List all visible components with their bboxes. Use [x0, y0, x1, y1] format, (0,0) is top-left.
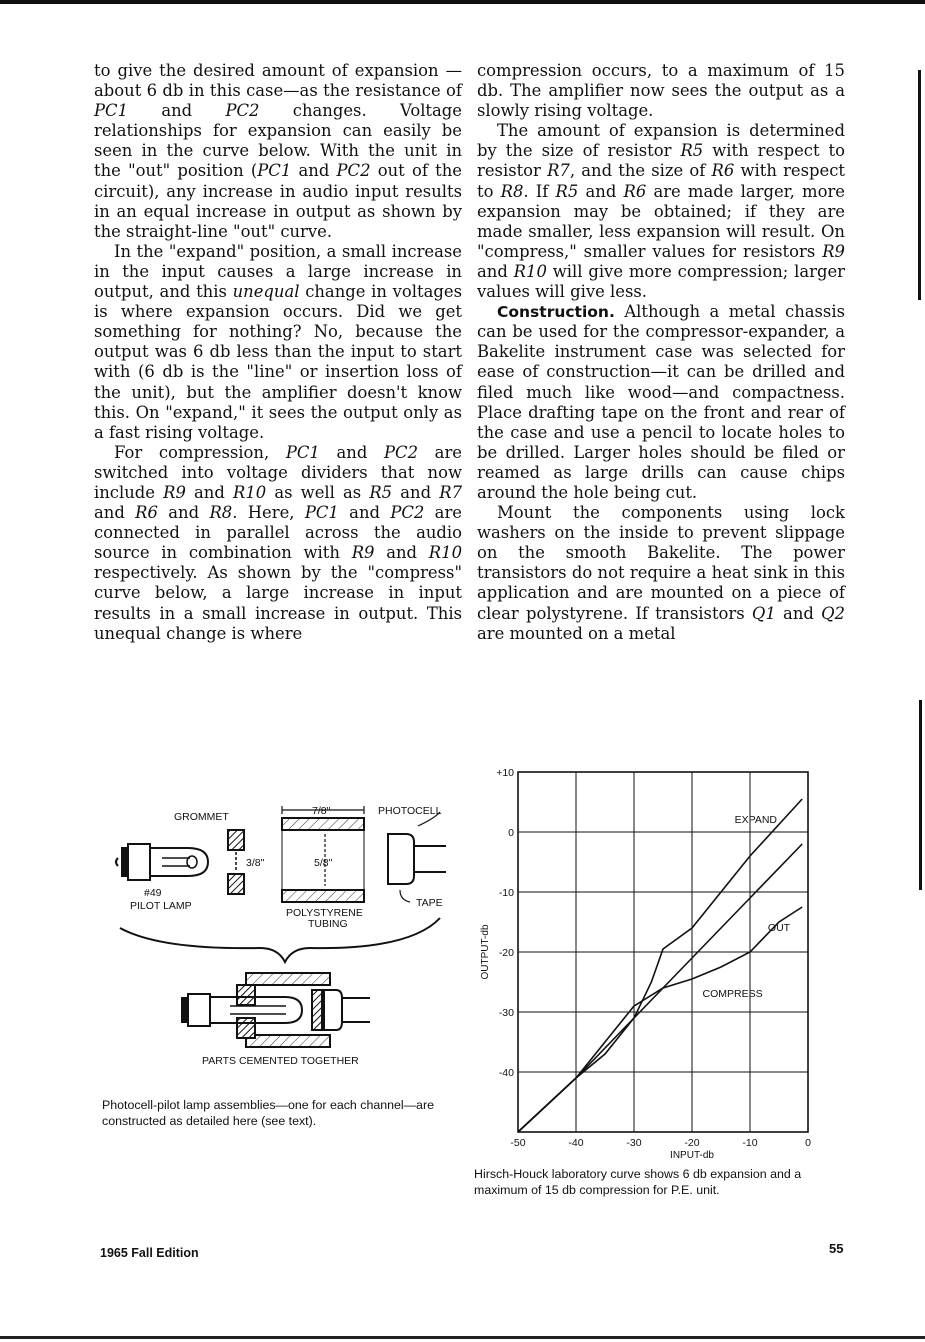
- right-column: [477, 61, 845, 644]
- tape-label: TAPE: [416, 897, 443, 909]
- y-tick-label: -30: [498, 1007, 514, 1019]
- y-tick-label: +10: [496, 767, 514, 779]
- tubing-label: POLYSTYRENE: [286, 907, 363, 919]
- paragraph: In the "expand" position, a small increase in the input causes a large increase in output, and this unequal change in voltages is where expansion occurs. Did we get something for nothing? No, because the output was 6 db less than the input to start with (6 db is the "line" or insertion loss of the unit), but the amplifier doesn't know this. On "expand," it sees the output only as a fast rising voltage.: [94, 241, 462, 442]
- lamp-assembly-diagram: [100, 790, 470, 1090]
- x-axis-title: INPUT-db: [670, 1150, 714, 1160]
- expansion-compression-chart: [470, 760, 850, 1160]
- x-tick-label: -30: [626, 1137, 642, 1149]
- x-tick-label: -50: [510, 1137, 526, 1149]
- chart-grid: [518, 772, 808, 1132]
- series-label: EXPAND: [734, 814, 778, 826]
- margin-mark: [919, 700, 922, 890]
- y-axis-title: OUTPUT-db: [480, 924, 491, 980]
- pilot-lamp-icon: [116, 844, 208, 880]
- left-column: [94, 61, 462, 644]
- dimension-label: 7/8": [312, 805, 331, 817]
- y-tick-label: -10: [498, 887, 514, 899]
- lamp-name-label: PILOT LAMP: [130, 900, 192, 912]
- dimension-label: 3/8": [246, 857, 265, 869]
- assembled-lamp-icon: [182, 973, 370, 1047]
- top-rule: [0, 0, 925, 4]
- paragraph: For compression, PC1 and PC2 are switched into voltage dividers that now include R9 and R10 as well as R5 and R7 and R6 and R8. Here, PC1 and PC2 are connected in parallel across the audio source in combination with R9 and R10 respectively. As shown by the "compress" curve below, a large increase in input results in a small increase in output. This unequal change is where: [94, 442, 463, 643]
- lamp-number-label: #49: [144, 887, 162, 899]
- chart-caption: Hirsch-Houck laboratory curve shows 6 db expansion and a maximum of 15 db compression for P.E. unit.: [474, 1167, 802, 1197]
- series-line-expand: [518, 799, 802, 1132]
- x-tick-label: 0: [805, 1137, 811, 1149]
- paragraph: Construction. Although a metal chassis can be used for the compressor-expander, a Bakelite instrument case was selected for ease of construction—it can be drilled and filed much like wood—and compactness. Place drafting tape on the front and rear of the case and use a pencil to locate holes to be drilled. Larger holes should be filed or reamed as large drills can cause chips around the hole being cut.: [477, 302, 845, 502]
- page-number: 55: [829, 1241, 844, 1256]
- dimension-label: 5/8": [314, 857, 333, 869]
- y-tick-label: -20: [498, 947, 514, 959]
- bottom-rule: [0, 1336, 925, 1339]
- tubing-label: TUBING: [308, 918, 348, 930]
- polystyrene-tubing: [282, 806, 364, 902]
- grommet-label: GROMMET: [174, 811, 229, 823]
- paragraph: Mount the components using lock washers on the inside to prevent slippage on the smooth Bakelite. The power transistors do not require a heat sink in this application and are mounted on a piece of clear polystyrene. If transistors Q1 and Q2 are mounted on a metal: [477, 503, 845, 643]
- series-line-compress: [518, 907, 802, 1132]
- photocell-icon: [388, 812, 446, 902]
- margin-mark: [918, 70, 921, 300]
- footer-edition: 1965 Fall Edition: [100, 1246, 199, 1260]
- photocell-label: PHOTOCELL: [378, 805, 442, 817]
- x-tick-label: -40: [568, 1137, 584, 1149]
- chart-labels: [480, 767, 811, 1160]
- series-label: COMPRESS: [702, 988, 763, 1000]
- chart-series: [518, 799, 802, 1132]
- paragraph: The amount of expansion is determined by the size of resistor R5 with respect to resistor R7, and the size of R6 with respect to R8. If R5 and R6 are made larger, more expansion may be obtained; if they are made smaller, less expansion will result. On "compress," smaller values for resistors R9 and R10 will give more compression; larger values will give less.: [477, 121, 846, 302]
- y-tick-label: -40: [498, 1067, 514, 1079]
- x-tick-label: -10: [742, 1137, 758, 1149]
- series-label: OUT: [767, 922, 791, 934]
- y-tick-label: 0: [508, 827, 514, 839]
- assembly-label: PARTS CEMENTED TOGETHER: [202, 1055, 359, 1067]
- figure-caption: Photocell-pilot lamp assemblies—one for each channel—are constructed as detailed here (see text).: [102, 1098, 434, 1128]
- paragraph: to give the desired amount of expansion —about 6 db in this case—as the resistance of PC1 and PC2 changes. Voltage relationships for expansion can easily be seen in the curve below. With the unit in the "out" position (PC1 and PC2 out of the circuit), any increase in audio input results in an equal increase in output as shown by the straight-line "out" curve.: [94, 61, 462, 241]
- x-tick-label: -20: [684, 1137, 700, 1149]
- section-heading: Construction.: [497, 303, 615, 322]
- paragraph: compression occurs, to a maximum of 15 db. The amplifier now sees the output as a slowly rising voltage.: [477, 61, 845, 121]
- grommet-icon: [228, 830, 244, 894]
